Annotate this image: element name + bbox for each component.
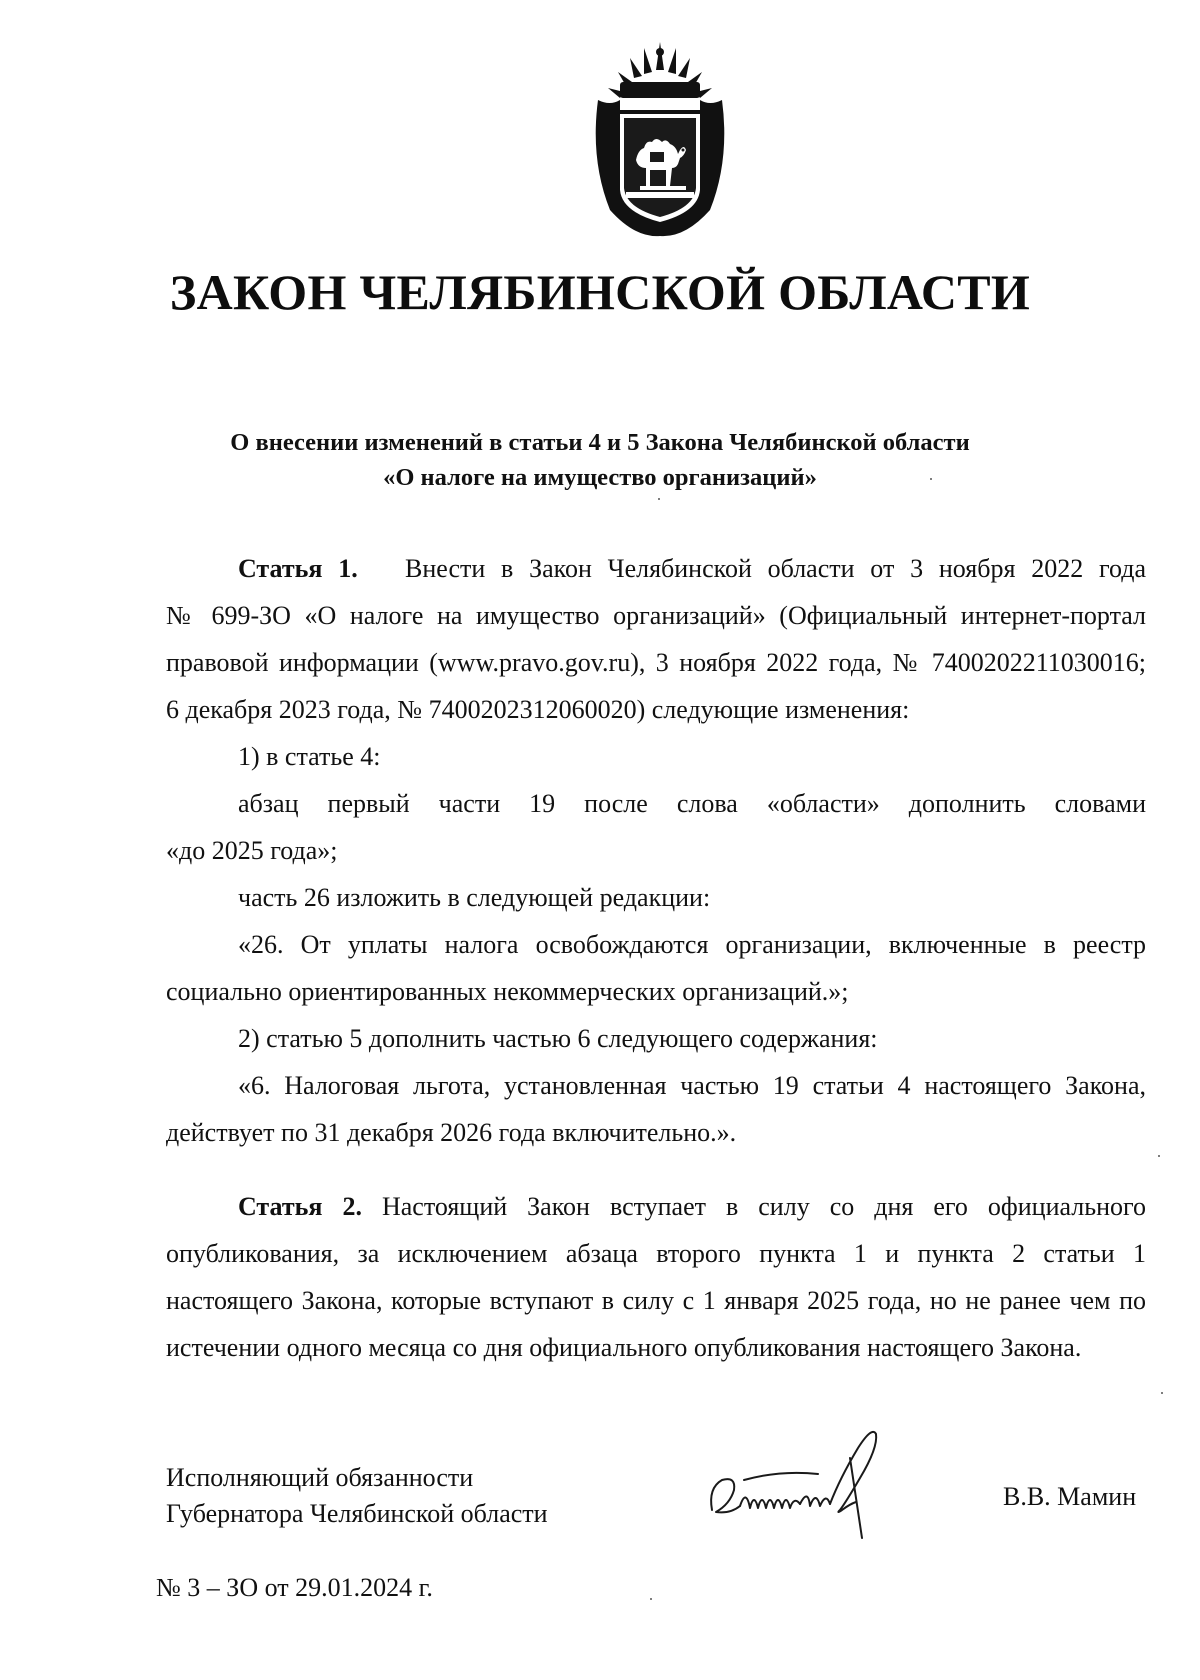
article-1-intro-line: 6 декабря 2023 года, № 7400202312060020) следующие изменения: — [166, 695, 910, 724]
article-1-intro-line — [166, 545, 1146, 592]
article-1-item-1: 1) в статье 4: — [238, 742, 381, 771]
article-1-item-2: 2) статью 5 дополнить частью 6 следующего содержания: — [238, 1024, 878, 1053]
subject-line: О внесении изменений в статьи 4 и 5 Закона Челябинской области — [230, 429, 970, 456]
document-number: № 3 – ЗО от 29.01.2024 г. — [156, 1573, 433, 1602]
scan-speck — [658, 498, 660, 500]
article-2-line — [166, 1183, 1146, 1230]
scan-speck — [930, 478, 932, 480]
article-1-intro-text: Внести в Закон Челябинской области от 3 ноября 2022 года — [405, 554, 1147, 583]
scan-speck — [650, 1598, 652, 1600]
article-1-paragraph: «до 2025 года»; — [166, 836, 338, 865]
article-1-paragraph: «26. От уплаты налога освобождаются организации, включенные в реестр — [238, 930, 1146, 959]
article-1-intro-line: № 699-ЗО «О налоге на имущество организаций» (Официальный интернет-портал — [166, 601, 1146, 630]
article-1-heading: Статья 1. — [238, 554, 358, 583]
article-1 — [166, 545, 1146, 1156]
article-2-line: настоящего Закона, которые вступают в силу с 1 января 2025 года, но не ранее чем по — [166, 1286, 1146, 1315]
article-1-paragraph: часть 26 изложить в следующей редакции: — [238, 883, 711, 912]
article-1-paragraph: абзац первый части 19 после слова «области» дополнить словами — [238, 789, 1146, 818]
article-1-paragraph: действует по 31 декабря 2026 года включительно.». — [166, 1118, 737, 1147]
article-2-line: опубликования, за исключением абзаца второго пункта 1 и пункта 2 статьи 1 — [166, 1239, 1146, 1268]
article-1-intro-line: правовой информации (www.pravo.gov.ru), 3 ноября 2022 года, № 7400202211030016; — [166, 648, 1146, 677]
law-subject — [0, 425, 1200, 495]
signatory-name: В.В. Мамин — [1003, 1482, 1137, 1511]
article-2-line: истечении одного месяца со дня официального опубликования настоящего Закона. — [166, 1333, 1082, 1362]
article-1-paragraph: социально ориентированных некоммерческих организаций.»; — [166, 977, 849, 1006]
law-title: ЗАКОН ЧЕЛЯБИНСКОЙ ОБЛАСТИ — [169, 264, 1031, 320]
scan-speck — [1158, 1155, 1160, 1157]
article-1-paragraph: «6. Налоговая льгота, установленная частью 19 статьи 4 настоящего Закона, — [238, 1071, 1146, 1100]
subject-line: «О налоге на имущество организаций» — [383, 464, 817, 491]
signatory-position-line: Губернатора Челябинской области — [166, 1499, 548, 1528]
article-2-text: Настоящий Закон вступает в силу со дня его официального — [381, 1192, 1147, 1221]
article-2-heading: Статья 2. — [238, 1192, 362, 1221]
signatory-position — [166, 1460, 548, 1532]
signatory-position-line: Исполняющий обязанности — [166, 1463, 474, 1492]
scan-speck — [1161, 1392, 1163, 1394]
article-2 — [166, 1183, 1146, 1371]
handwritten-signature-icon — [700, 1418, 930, 1568]
coat-of-arms-icon — [580, 40, 740, 240]
